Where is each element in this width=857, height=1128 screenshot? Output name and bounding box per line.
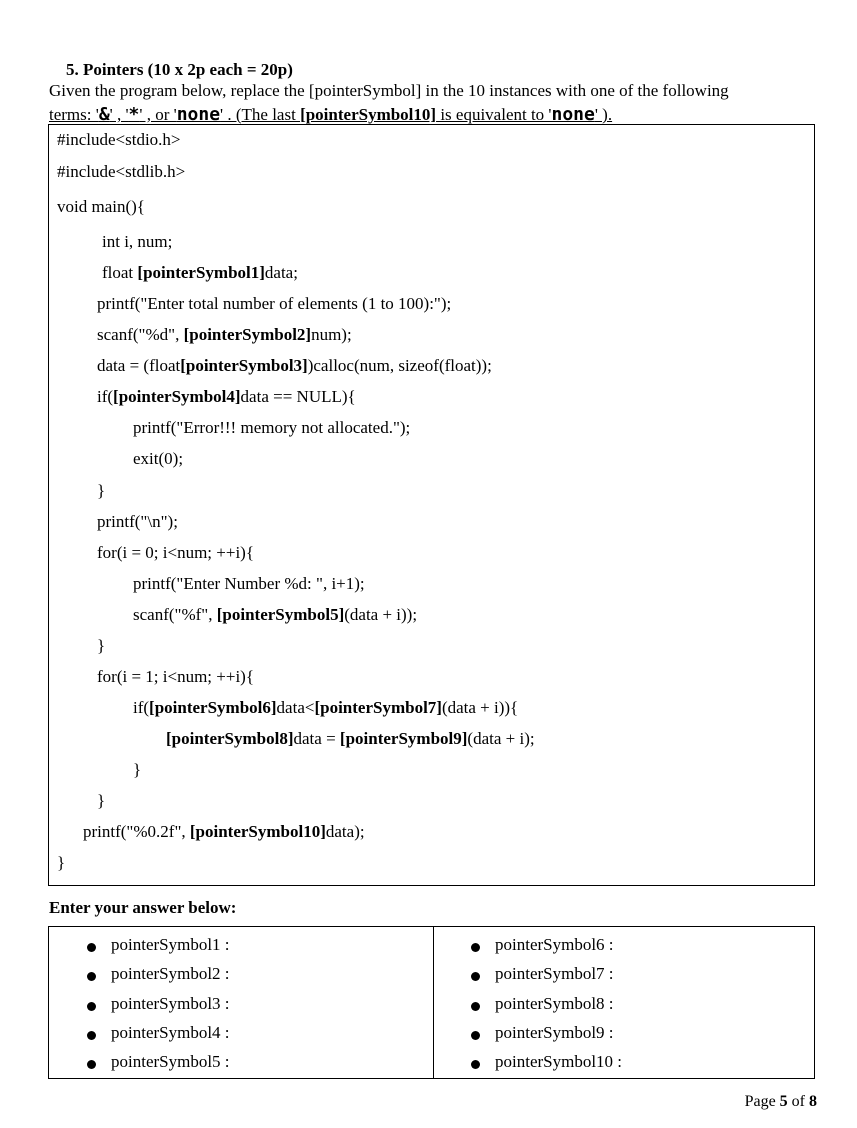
- answer-field-pointer-symbol-10[interactable]: pointerSymbol10 :: [495, 1052, 623, 1071]
- code-text: printf("%0.2f",: [83, 822, 190, 841]
- code-text: data;: [264, 263, 298, 282]
- terms-equiv: is equivalent to ': [436, 105, 552, 124]
- code-text: data = (float: [97, 356, 181, 375]
- bullet-icon: [87, 972, 96, 981]
- code-line-10: printf("Error!!! memory not allocated.");: [133, 418, 411, 437]
- page-number: [745, 1093, 817, 1111]
- answer-field-pointer-symbol-2[interactable]: pointerSymbol2 :: [111, 964, 230, 983]
- code-line-7: [97, 325, 352, 345]
- placeholder-pointer-symbol-10: [pointerSymbol10]: [189, 822, 326, 841]
- code-text: data<: [276, 698, 315, 717]
- page-of: of: [787, 1093, 809, 1110]
- instruction-line-1: [49, 81, 729, 101]
- code-text: num);: [311, 325, 352, 344]
- term-ampersand: &: [98, 104, 110, 125]
- code-text: if(: [133, 698, 150, 717]
- code-line-24: }: [57, 853, 66, 872]
- code-line-11: exit(0);: [133, 449, 184, 468]
- term-star: *: [128, 104, 140, 125]
- placeholder-pointer-symbol-9: [pointerSymbol9]: [339, 729, 468, 748]
- answer-field-pointer-symbol-8[interactable]: pointerSymbol8 :: [495, 994, 614, 1013]
- code-line-23: [83, 822, 365, 842]
- code-text: )calloc(num, sizeof(float));: [307, 356, 492, 375]
- answer-field-pointer-symbol-3[interactable]: pointerSymbol3 :: [111, 994, 230, 1013]
- code-line-6: printf("Enter total number of elements (1 to 100):");: [97, 294, 452, 313]
- bullet-icon: [471, 1002, 480, 1011]
- code-text: (data + i);: [467, 729, 535, 748]
- code-line-17: }: [97, 636, 106, 655]
- bullet-icon: [471, 943, 480, 952]
- placeholder-pointer-symbol-6: [pointerSymbol6]: [149, 698, 277, 717]
- terms-sep-2: ' , or ': [139, 105, 177, 124]
- terms-end: ' ).: [594, 105, 613, 124]
- code-block: [48, 124, 815, 886]
- code-line-16: [133, 605, 417, 625]
- code-text: data =: [293, 729, 340, 748]
- code-line-3: void main(){: [57, 197, 145, 216]
- answer-heading: Enter your answer below:: [49, 898, 237, 917]
- bullet-icon: [87, 943, 96, 952]
- code-text: if(: [97, 387, 114, 406]
- placeholder-pointer-symbol-2: [pointerSymbol2]: [183, 325, 312, 344]
- answer-field-pointer-symbol-6[interactable]: pointerSymbol6 :: [495, 935, 614, 954]
- answer-field-pointer-symbol-9[interactable]: pointerSymbol9 :: [495, 1023, 614, 1042]
- placeholder-pointer-symbol-4: [pointerSymbol4]: [113, 387, 241, 406]
- bullet-icon: [471, 1031, 480, 1040]
- code-line-13: printf("\n");: [97, 512, 178, 531]
- terms-mid: ' . (The last: [220, 105, 301, 124]
- last-symbol-label: [pointerSymbol10]: [300, 105, 437, 124]
- answer-field-pointer-symbol-1[interactable]: pointerSymbol1 :: [111, 935, 230, 954]
- answer-field-pointer-symbol-5[interactable]: pointerSymbol5 :: [111, 1052, 230, 1071]
- bullet-icon: [87, 1002, 96, 1011]
- column-divider: [433, 927, 434, 1078]
- code-line-1: #include<stdio.h>: [57, 130, 181, 149]
- terms-prefix: terms: ': [49, 105, 99, 124]
- term-none-2: none: [551, 104, 595, 125]
- code-text: float: [102, 263, 138, 282]
- placeholder-pointer-symbol-3: [pointerSymbol3]: [180, 356, 308, 375]
- code-text: (data + i));: [344, 605, 418, 624]
- placeholder-pointer-symbol-1: [pointerSymbol1]: [137, 263, 265, 282]
- answer-table: [48, 926, 815, 1079]
- code-line-2: #include<stdlib.h>: [57, 162, 186, 181]
- instruction-terms: [49, 105, 612, 124]
- code-line-14: for(i = 0; i<num; ++i){: [97, 543, 254, 562]
- bullet-icon: [471, 972, 480, 981]
- code-line-22: }: [97, 791, 106, 810]
- code-line-8: [97, 356, 492, 376]
- terms-sep-1: ' , ': [109, 105, 129, 124]
- bullet-icon: [87, 1031, 96, 1040]
- page-total: 8: [809, 1093, 817, 1110]
- answer-field-pointer-symbol-7[interactable]: pointerSymbol7 :: [495, 964, 614, 983]
- code-line-15: printf("Enter Number %d: ", i+1);: [133, 574, 365, 593]
- code-line-19: [133, 698, 518, 718]
- code-line-21: }: [133, 760, 142, 779]
- placeholder-pointer-symbol-5: [pointerSymbol5]: [216, 605, 345, 624]
- term-none: none: [176, 104, 221, 125]
- code-line-18: for(i = 1; i<num; ++i){: [97, 667, 254, 686]
- code-text: data);: [325, 822, 365, 841]
- placeholder-pointer-symbol-7: [pointerSymbol7]: [314, 698, 442, 717]
- instruction-line-2: [49, 104, 612, 125]
- page-current: 5: [779, 1093, 788, 1110]
- instruction-text: Given the program below, replace the [pointerSymbol] in the 10 instances with one of the following: [49, 81, 729, 100]
- placeholder-pointer-symbol-8: [pointerSymbol8]: [166, 729, 294, 748]
- code-line-5: [102, 263, 298, 283]
- code-text: data == NULL){: [240, 387, 356, 406]
- code-text: scanf("%d",: [97, 325, 184, 344]
- code-line-4: int i, num;: [102, 232, 173, 251]
- code-line-12: }: [97, 481, 106, 500]
- code-line-9: [97, 387, 356, 407]
- question-title: 5. Pointers (10 x 2p each = 20p): [66, 60, 293, 79]
- bullet-icon: [87, 1060, 96, 1069]
- answer-field-pointer-symbol-4[interactable]: pointerSymbol4 :: [111, 1023, 230, 1042]
- code-line-20: [166, 729, 535, 749]
- bullet-icon: [471, 1060, 480, 1069]
- code-text: (data + i)){: [441, 698, 519, 717]
- page-prefix: Page: [744, 1093, 780, 1110]
- code-text: scanf("%f",: [133, 605, 217, 624]
